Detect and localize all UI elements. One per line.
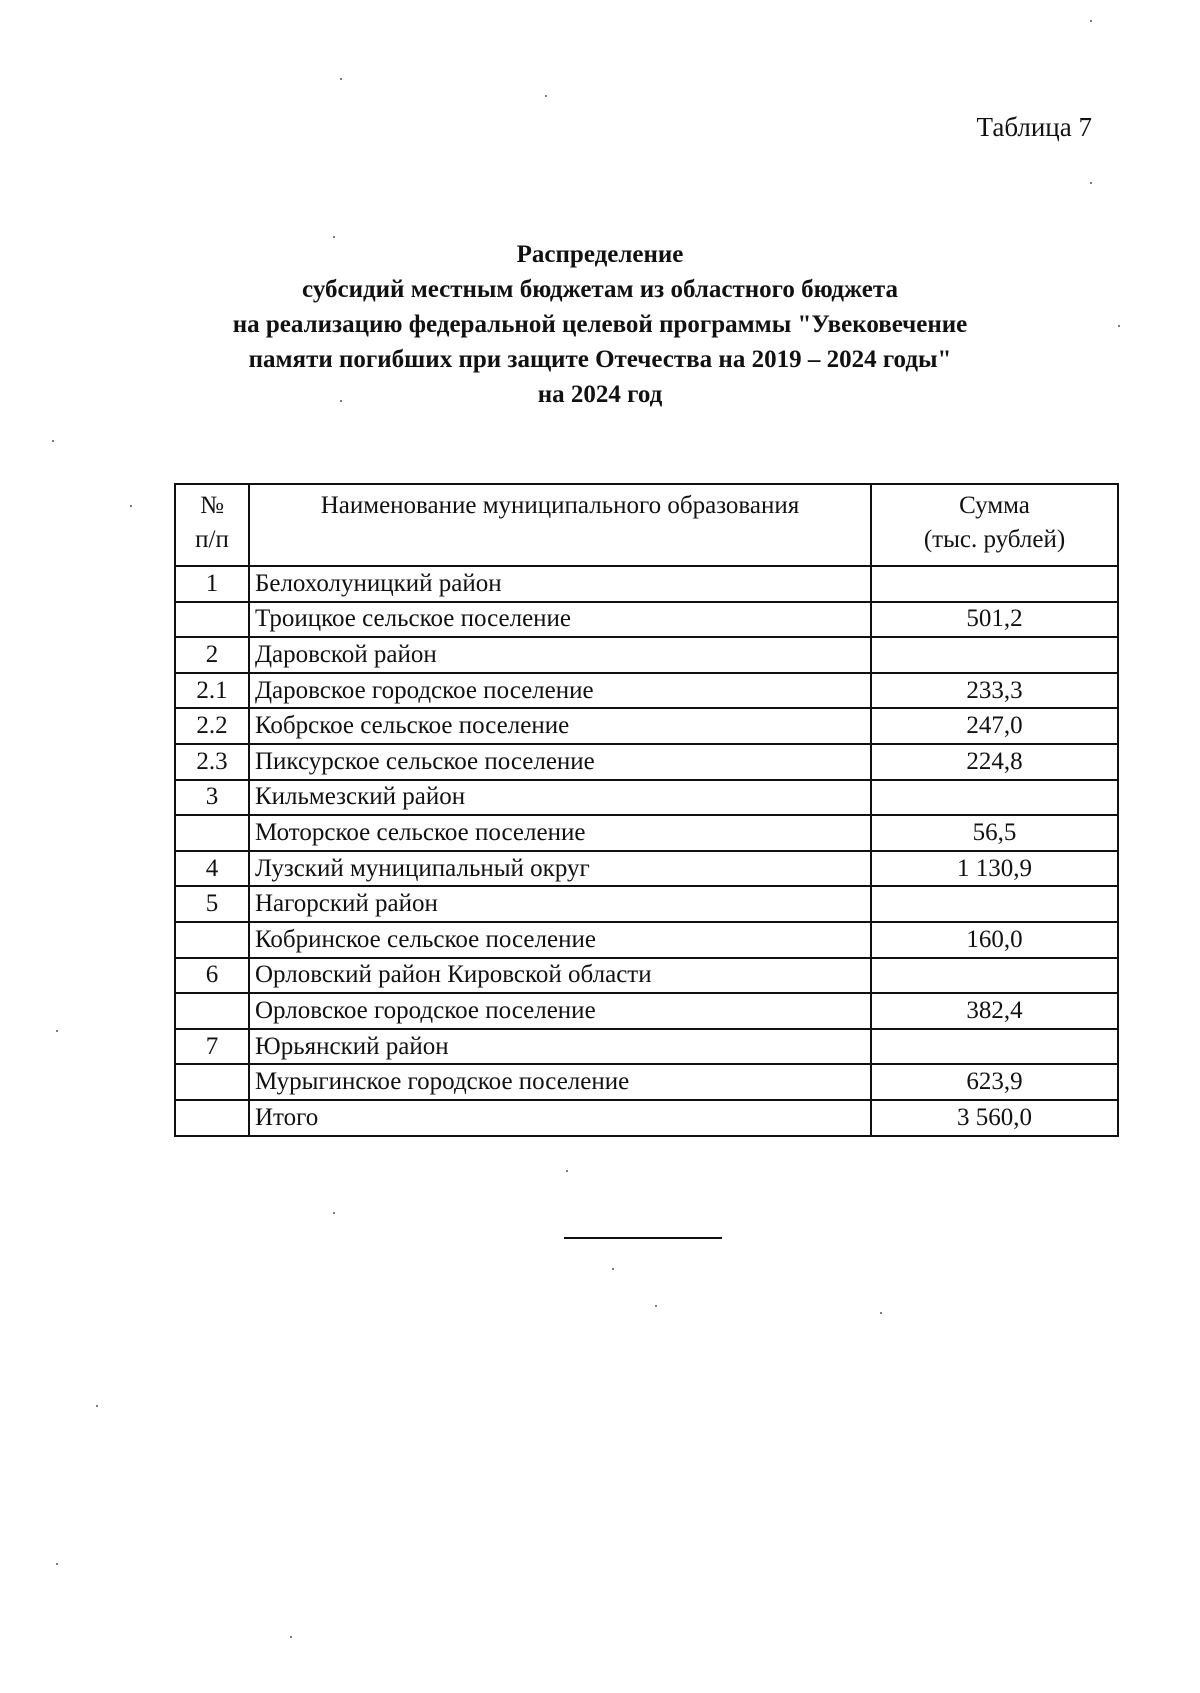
header-number-line: № (200, 492, 224, 519)
row-name-cell: Юрьянский район (249, 1029, 871, 1065)
scan-speck (290, 1636, 292, 1638)
title-line: памяти погибших при защите Отечества на 2019 – 2024 годы" (248, 346, 952, 373)
scan-speck (340, 78, 342, 80)
scan-speck (612, 1268, 614, 1270)
scan-speck (96, 1405, 98, 1407)
row-number-cell (175, 1064, 249, 1100)
row-name-cell: Мурыгинское городское поселение (249, 1064, 871, 1100)
row-number-cell: 2 (175, 637, 249, 673)
table-row (175, 566, 1118, 602)
table-row (175, 993, 1118, 1029)
row-sum-cell: 224,8 (871, 744, 1118, 780)
row-sum-cell: 623,9 (871, 1064, 1118, 1100)
header-sum-line: (тыс. рублей) (923, 526, 1066, 553)
title-line: на 2024 год (537, 381, 663, 408)
row-name-cell: Троицкое сельское поселение (249, 602, 871, 638)
table-row (175, 815, 1118, 851)
row-sum-cell (871, 780, 1118, 816)
row-number-cell: 2.3 (175, 744, 249, 780)
scan-speck (545, 95, 547, 97)
scan-speck (1090, 20, 1092, 22)
table-row (175, 637, 1118, 673)
row-sum-cell (871, 637, 1118, 673)
row-name-cell: Кильмезский район (249, 780, 871, 816)
row-sum-cell: 160,0 (871, 922, 1118, 958)
row-name-cell: Даровское городское поселение (249, 673, 871, 709)
scan-speck (340, 400, 342, 402)
table-number-label: Таблица 7 (976, 112, 1092, 142)
row-name-cell: Кобрское сельское поселение (249, 708, 871, 744)
row-number-cell (175, 815, 249, 851)
row-name-cell: Даровской район (249, 637, 871, 673)
row-sum-cell: 3 560,0 (871, 1100, 1118, 1136)
document-title (0, 237, 1200, 412)
row-name-cell: Итого (249, 1100, 871, 1136)
row-number-cell (175, 993, 249, 1029)
row-name-cell: Орловский район Кировской области (249, 958, 871, 994)
table-row (175, 886, 1118, 922)
header-sum (871, 484, 1118, 566)
scan-speck (130, 505, 132, 507)
scan-speck (655, 1305, 657, 1307)
row-sum-cell: 56,5 (871, 815, 1118, 851)
row-number-cell: 3 (175, 780, 249, 816)
row-sum-cell (871, 1029, 1118, 1065)
title-line: на реализацию федеральной целевой программы "Увековечение (232, 311, 968, 338)
row-number-cell: 7 (175, 1029, 249, 1065)
table-row (175, 1029, 1118, 1065)
row-number-cell: 2.2 (175, 708, 249, 744)
row-sum-cell (871, 958, 1118, 994)
row-sum-cell: 233,3 (871, 673, 1118, 709)
row-name-cell: Орловское городское поселение (249, 993, 871, 1029)
row-number-cell: 1 (175, 566, 249, 602)
scan-speck (566, 1170, 568, 1172)
scan-speck (333, 236, 335, 238)
title-line: Распределение (516, 241, 684, 268)
header-number (175, 484, 249, 566)
row-sum-cell: 501,2 (871, 602, 1118, 638)
table-row (175, 1064, 1118, 1100)
closing-line (564, 1237, 722, 1239)
row-number-cell (175, 922, 249, 958)
row-number-cell: 5 (175, 886, 249, 922)
subsidy-distribution-table (174, 483, 1119, 1137)
header-number-line: п/п (195, 526, 229, 553)
row-name-cell: Белохолуницкий район (249, 566, 871, 602)
table-row (175, 602, 1118, 638)
row-number-cell: 2.1 (175, 673, 249, 709)
header-name: Наименование муниципального образования (249, 484, 871, 566)
row-number-cell: 4 (175, 851, 249, 887)
row-sum-cell (871, 566, 1118, 602)
table-row (175, 744, 1118, 780)
table-row (175, 1100, 1118, 1136)
scan-speck (1090, 182, 1092, 184)
scan-speck (1118, 325, 1120, 327)
scan-speck (52, 440, 54, 442)
row-name-cell: Лузский муниципальный округ (249, 851, 871, 887)
row-sum-cell: 1 130,9 (871, 851, 1118, 887)
row-sum-cell (871, 886, 1118, 922)
table-row (175, 708, 1118, 744)
table-row (175, 780, 1118, 816)
scan-speck (333, 1212, 335, 1214)
scan-speck (880, 1312, 882, 1314)
row-name-cell: Нагорский район (249, 886, 871, 922)
row-number-cell (175, 1100, 249, 1136)
table-row (175, 958, 1118, 994)
table-row (175, 851, 1118, 887)
row-name-cell: Моторское сельское поселение (249, 815, 871, 851)
row-sum-cell: 382,4 (871, 993, 1118, 1029)
header-sum-line: Сумма (959, 492, 1030, 519)
scan-speck (56, 1030, 58, 1032)
row-name-cell: Пиксурское сельское поселение (249, 744, 871, 780)
row-number-cell (175, 602, 249, 638)
title-line: субсидий местным бюджетам из областного бюджета (302, 276, 898, 303)
row-number-cell: 6 (175, 958, 249, 994)
table-header-row (175, 484, 1118, 566)
row-name-cell: Кобринское сельское поселение (249, 922, 871, 958)
row-sum-cell: 247,0 (871, 708, 1118, 744)
table-row (175, 673, 1118, 709)
table-row (175, 922, 1118, 958)
scan-speck (56, 1563, 58, 1565)
